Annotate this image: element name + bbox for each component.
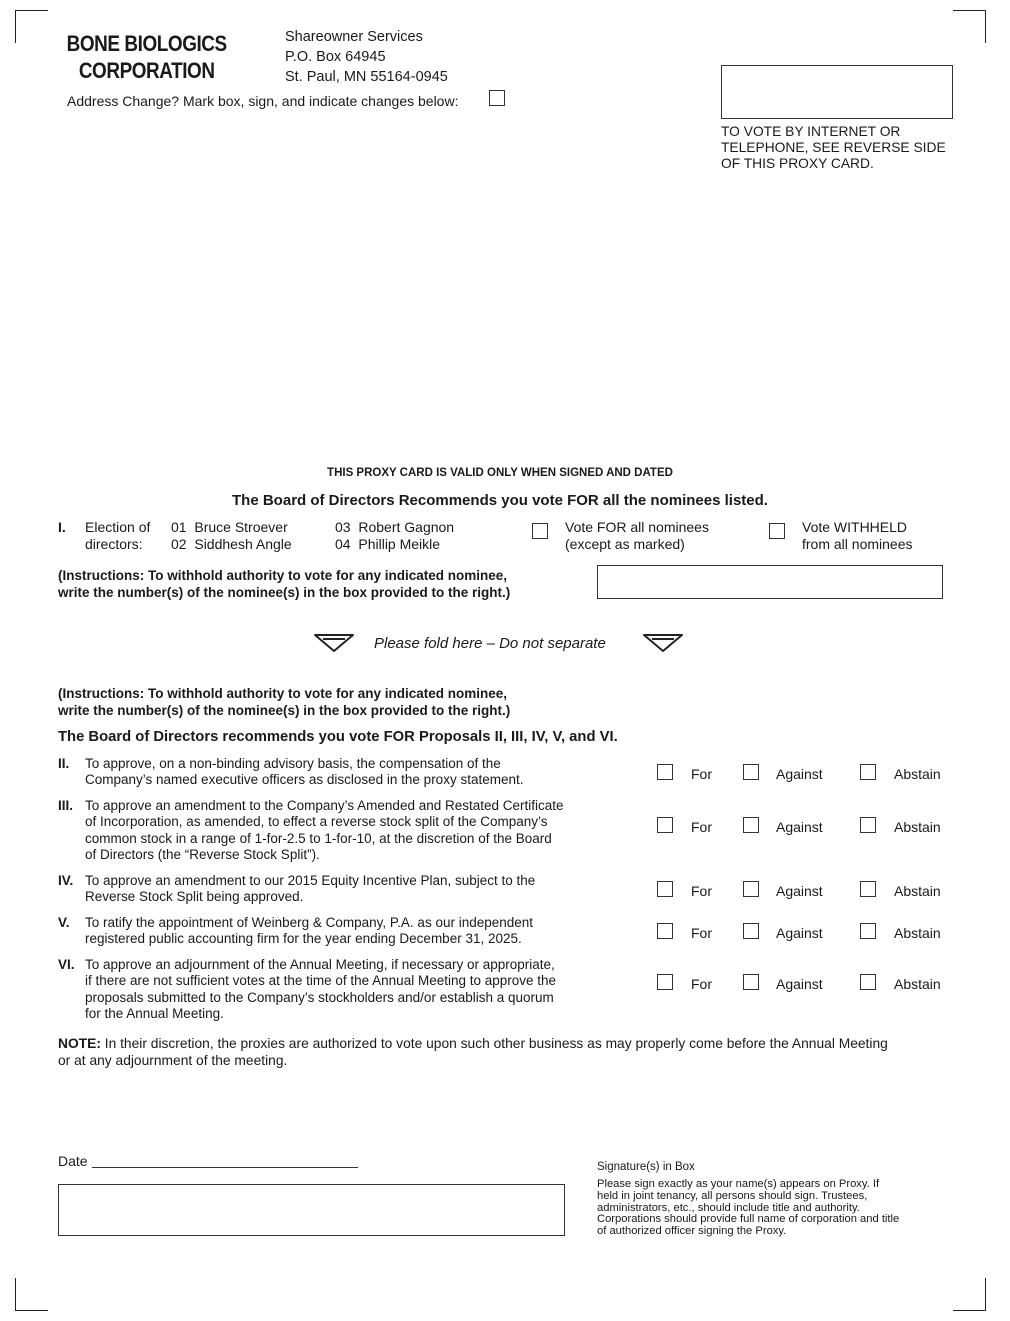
vote-withheld-label: Vote WITHHELD from all nominees <box>802 519 913 552</box>
note-text: or at any adjournment of the meeting. <box>58 1052 288 1068</box>
proposal-text: To approve an amendment to our 2015 Equity Incentive Plan, subject to the Reverse Stock Split being approved. <box>85 873 536 905</box>
vote-withheld-checkbox[interactable] <box>769 523 785 539</box>
for-label: For <box>691 976 712 992</box>
note <box>58 1036 948 1069</box>
against-label: Against <box>776 819 823 835</box>
company-name-line2: CORPORATION <box>78 58 215 83</box>
proposal-number: V. <box>58 915 70 930</box>
proposal-text: To approve, on a non-binding advisory basis, the compensation of the Company’s named executive officers as disclosed in the proxy statement. <box>85 756 524 788</box>
against-label: Against <box>776 883 823 899</box>
proposal-text: To approve an adjournment of the Annual Meeting, if necessary or appropriate, if there are not sufficient votes at the time of the Annual Meeting to approve the proposals submitted to the Company’s stockholders and/or establish a quorum for the Annual Meeting. <box>85 957 557 1021</box>
date-label: Date <box>58 1153 88 1169</box>
proposal-4-for-checkbox[interactable] <box>657 881 673 897</box>
for-label: For <box>691 925 712 941</box>
signature-box[interactable] <box>58 1184 565 1236</box>
abstain-label: Abstain <box>894 766 941 782</box>
proposal-4-against-checkbox[interactable] <box>743 881 759 897</box>
nominee-number-input[interactable] <box>597 565 943 599</box>
mailing-address <box>285 27 448 87</box>
proposal-3-for-checkbox[interactable] <box>657 817 673 833</box>
abstain-label: Abstain <box>894 819 941 835</box>
against-label: Against <box>776 925 823 941</box>
against-label: Against <box>776 976 823 992</box>
proposal-2-against-checkbox[interactable] <box>743 764 759 780</box>
for-label: For <box>691 883 712 899</box>
validity-notice: THIS PROXY CARD IS VALID ONLY WHEN SIGNED AND DATED <box>327 467 673 479</box>
proposal-5-abstain-checkbox[interactable] <box>860 923 876 939</box>
proposal-text: To ratify the appointment of Weinberg & Company, P.A. as our independent registered public accounting firm for the year ending December 31, 2025. <box>85 915 534 947</box>
fold-text: Please fold here – Do not separate <box>374 635 606 652</box>
address-change-label: Address Change? Mark box, sign, and indicate changes below: <box>67 93 459 109</box>
abstain-label: Abstain <box>894 883 941 899</box>
fold-arrow-right-icon <box>642 633 684 653</box>
proposal-2-abstain-checkbox[interactable] <box>860 764 876 780</box>
date-field[interactable] <box>92 1166 358 1168</box>
address-line: Shareowner Services <box>285 29 423 45</box>
vote-for-all-label: Vote FOR all nominees (except as marked) <box>565 519 709 552</box>
proposal-2-for-checkbox[interactable] <box>657 764 673 780</box>
withhold-instructions: (Instructions: To withhold authority to vote for any indicated nominee, write the number(s) of the nominee(s) in the box provided to the right.) <box>58 568 511 600</box>
nominee-03: 03 Robert Gagnon <box>335 519 455 535</box>
proposal-3-against-checkbox[interactable] <box>743 817 759 833</box>
nominee-list <box>171 519 292 552</box>
control-number-box <box>721 65 953 119</box>
crop-mark-bottom-left <box>15 1278 48 1311</box>
crop-mark-top-right <box>953 10 986 43</box>
proposal-4-abstain-checkbox[interactable] <box>860 881 876 897</box>
proposal-6-abstain-checkbox[interactable] <box>860 974 876 990</box>
vote-for-all-checkbox[interactable] <box>532 523 548 539</box>
signature-label: Signature(s) in Box <box>597 1161 695 1173</box>
proposal-number: VI. <box>58 957 75 972</box>
for-label: For <box>691 766 712 782</box>
nominee-list <box>335 519 454 552</box>
address-change-checkbox[interactable] <box>489 90 505 106</box>
nominee-04: 04 Phillip Meikle <box>335 535 441 552</box>
proposal-5-against-checkbox[interactable] <box>743 923 759 939</box>
proposal-5-for-checkbox[interactable] <box>657 923 673 939</box>
vote-by-internet-notice: TO VOTE BY INTERNET OR TELEPHONE, SEE REVERSE SIDE OF THIS PROXY CARD. <box>721 124 946 172</box>
address-line: St. Paul, MN 55164-0945 <box>285 69 448 85</box>
nominee-02: 02 Siddhesh Angle <box>171 535 292 552</box>
crop-mark-bottom-right <box>953 1278 986 1311</box>
proposal-6-against-checkbox[interactable] <box>743 974 759 990</box>
proposal-3-abstain-checkbox[interactable] <box>860 817 876 833</box>
note-text: In their discretion, the proxies are authorized to vote upon such other business as may properly come before the Annual Meeting <box>100 1036 888 1051</box>
proposal-text: To approve an amendment to the Company’s Amended and Restated Certificate of Incorporation, as amended, to effect a reverse stock split of the Company’s common stock in a range of 1-for-2.5 to 1-for-10, at the discretion of the Board of Directors (the “Reverse Stock Split”). <box>85 798 564 862</box>
withhold-instructions-repeat: (Instructions: To withhold authority to vote for any indicated nominee, write the number(s) of the nominee(s) in the box provided to the right.) <box>58 686 511 718</box>
company-name-line1: BONE BIOLOGICS <box>66 31 227 56</box>
company-logo <box>65 30 228 84</box>
election-number: I. <box>58 519 66 535</box>
address-line: P.O. Box 64945 <box>285 49 386 65</box>
nominee-01: 01 Bruce Stroever <box>171 519 288 535</box>
signature-instructions: Please sign exactly as your name(s) appears on Proxy. If held in joint tenancy, all persons should sign. Trustees, administrators, etc., should include title and authority. Corporations should provide full name of corporation and title of authorized officer signing the Proxy. <box>597 1178 900 1238</box>
note-label: NOTE: <box>58 1036 101 1051</box>
proposals-recommendation: The Board of Directors recommends you vote FOR Proposals II, III, IV, V, and VI. <box>58 729 618 745</box>
directors-recommendation: The Board of Directors Recommends you vote FOR all the nominees listed. <box>232 492 768 509</box>
for-label: For <box>691 819 712 835</box>
proposal-number: III. <box>58 798 74 813</box>
fold-arrow-left-icon <box>313 633 355 653</box>
against-label: Against <box>776 766 823 782</box>
election-label: Election of directors: <box>85 519 151 552</box>
crop-mark-top-left <box>15 10 48 43</box>
proposal-6-for-checkbox[interactable] <box>657 974 673 990</box>
abstain-label: Abstain <box>894 976 941 992</box>
proposal-number: II. <box>58 756 70 771</box>
abstain-label: Abstain <box>894 925 941 941</box>
proposal-number: IV. <box>58 873 74 888</box>
